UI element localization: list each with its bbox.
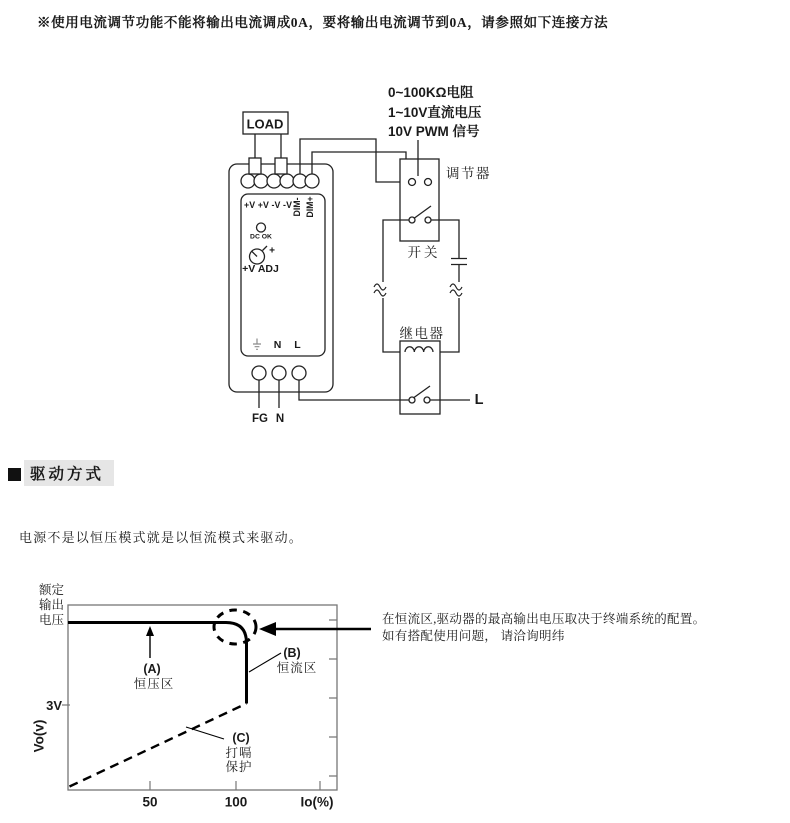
regulator-terminal-left [409, 179, 416, 186]
signal-source-line: 0~100KΩ电阻 [388, 85, 474, 100]
y-axis-name-label: Vo(v) [31, 719, 47, 753]
signal-source-text [388, 83, 481, 142]
dc-ok-led-icon [257, 223, 266, 232]
x-axis-name-label: Io(%) [300, 794, 334, 810]
side-note [382, 611, 705, 644]
y-tick-3v-label: 3V [46, 698, 62, 713]
side-note-line: 在恒流区,驱动器的最高输出电压取决于终端系统的配置。 [382, 612, 706, 626]
section-bullet-square [8, 468, 21, 481]
y-axis-top-label [30, 583, 64, 628]
region-a-name: 恒压区 [133, 677, 175, 691]
v-adj-label: +V ADJ [242, 263, 279, 275]
region-b-name: 恒流区 [276, 661, 318, 675]
region-c-pointer-line [186, 727, 224, 739]
chart-linework [62, 605, 371, 790]
dim-minus-label: DIM- [292, 197, 302, 217]
section-title: 驱动方式 [30, 466, 105, 483]
load-leads [255, 134, 281, 158]
regulator-box [400, 159, 439, 241]
psu-front-panel [241, 194, 325, 356]
switch-label: 开关 [407, 244, 441, 260]
line-out-label: L [474, 391, 484, 408]
regulator-label: 调节器 [446, 166, 491, 181]
region-c-name-line1: 打嗝 [225, 746, 253, 760]
panel-neutral-label: N [273, 338, 282, 351]
capacitor-icon [451, 259, 467, 265]
signal-source-line: 1~10V直流电压 [388, 104, 482, 120]
wire-break-icon [374, 284, 462, 296]
load-crimp-negative [275, 158, 287, 174]
region-b-tag: (B) [283, 646, 301, 660]
fg-terminal-label: FG [252, 412, 268, 425]
region-a-tag: (A) [143, 662, 161, 676]
hiccup-protection-line [70, 704, 250, 787]
load-label: LOAD [246, 116, 284, 131]
top-note: ※使用电流调节功能不能将输出电流调成0A，要将输出电流调节到0A，请参照如下连接方法 [37, 15, 609, 30]
relay-box [400, 341, 440, 414]
psu-bottom-terminals [252, 366, 306, 380]
panel-line-label: L [294, 338, 301, 351]
dc-ok-label: DC OK [250, 233, 272, 240]
y-axis-top-line: 额定 [38, 583, 64, 597]
n-terminal-label: N [275, 412, 285, 425]
region-a-arrow-icon [146, 626, 154, 658]
dim-plus-label: DIM+ [305, 196, 315, 218]
region-c-tag: (C) [232, 731, 250, 745]
x-tick-100-label: 100 [224, 794, 248, 810]
relay-label: 继电器 [399, 326, 445, 341]
highlight-dashed-circle [214, 610, 256, 644]
y-axis-top-line: 电压 [38, 613, 64, 627]
output-terminals-label: +V +V -V -V [244, 199, 293, 210]
v-adj-plus-sign: + [269, 245, 275, 256]
regulator-terminal-right [425, 179, 432, 186]
signal-source-line: 10V PWM 信号 [388, 124, 480, 139]
side-note-line: 如有搭配使用问题， 请洽询明纬 [382, 628, 565, 643]
region-c-name-line2: 保护 [225, 759, 253, 774]
x-tick-50-label: 50 [142, 794, 158, 810]
load-crimp-positive [249, 158, 261, 174]
intro-text: 电源不是以恒压模式就是以恒流模式来驱动。 [19, 530, 304, 545]
chart-frame [68, 605, 337, 790]
callout-arrow-icon [259, 622, 371, 636]
y-axis-top-line: 输出 [38, 598, 64, 612]
